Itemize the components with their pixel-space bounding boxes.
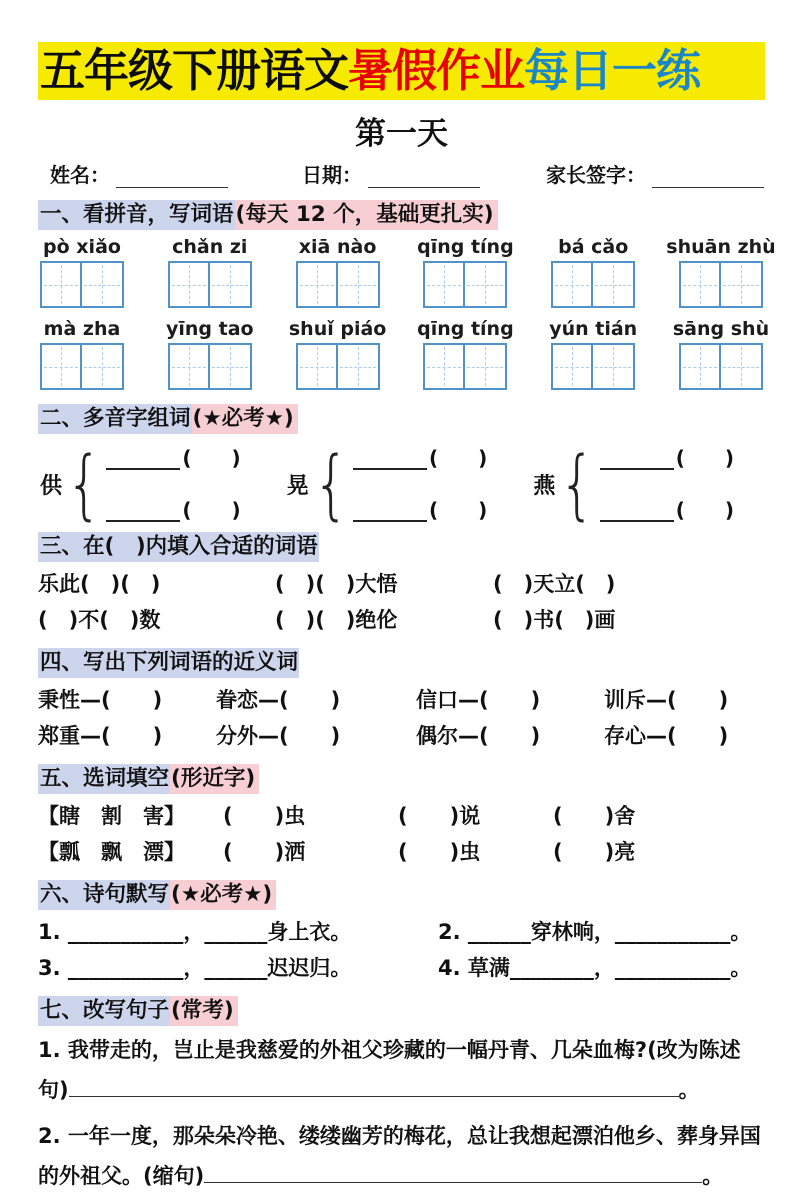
poem-item: 3. ___________，______迟迟归。 bbox=[38, 956, 352, 980]
answer-blank bbox=[353, 498, 427, 522]
answer-blank bbox=[204, 1161, 702, 1183]
writing-grid bbox=[40, 261, 124, 308]
paren-blank: ( ) bbox=[675, 498, 734, 522]
pinyin-label: xiā nào bbox=[298, 236, 377, 258]
synonym-item: 眷恋—( ) bbox=[216, 688, 341, 712]
question-text: 1. 我带走的，岂止是我慈爱的外祖父珍藏的一幅丹青、几朵血梅?(改为陈述句) bbox=[38, 1038, 741, 1102]
section6-note: (★必考★) bbox=[170, 880, 276, 910]
signature-label: 家长签字： bbox=[546, 163, 646, 187]
section6-title: 六、诗句默写 bbox=[38, 880, 170, 910]
writing-grid bbox=[40, 343, 124, 390]
pinyin-label: qīng tíng bbox=[417, 318, 514, 340]
polyphone-char: 燕 bbox=[533, 473, 556, 499]
synonym-item: 训斥—( ) bbox=[604, 688, 729, 712]
writing-grid bbox=[296, 343, 380, 390]
answer-blank bbox=[353, 446, 427, 470]
pinyin-label: shuān zhù bbox=[666, 236, 776, 258]
section7-header bbox=[38, 996, 765, 1026]
writing-grid bbox=[679, 343, 763, 390]
section6-header bbox=[38, 880, 765, 910]
synonym-row bbox=[38, 682, 765, 718]
date-blank bbox=[368, 167, 480, 188]
info-row bbox=[50, 159, 765, 188]
idiom-item: ( )( )大悟 bbox=[275, 572, 398, 596]
pinyin-label: yīng tao bbox=[165, 318, 254, 340]
idiom-row bbox=[38, 602, 765, 638]
synonym-item: 分外—( ) bbox=[216, 724, 341, 748]
answer-blank bbox=[69, 1075, 679, 1097]
answer-blank bbox=[106, 498, 180, 522]
brace-glyph: { bbox=[312, 439, 349, 528]
pinyin-label: yún tián bbox=[549, 318, 638, 340]
poem-item: 1. ___________，______身上衣。 bbox=[38, 920, 352, 944]
word-blank: ( )虫 bbox=[398, 840, 481, 864]
paren-blank: ( ) bbox=[429, 446, 488, 470]
idiom-item: 乐此( )( ) bbox=[38, 572, 161, 596]
rewrite-question-2 bbox=[38, 1116, 765, 1196]
writing-grid bbox=[423, 261, 507, 308]
pinyin-label: shuǐ piáo bbox=[288, 318, 387, 340]
polyphone-group bbox=[533, 439, 734, 528]
idiom-item: ( )书( )画 bbox=[493, 608, 616, 632]
rewrite-question-1 bbox=[38, 1030, 765, 1110]
synonym-item: 存心—( ) bbox=[604, 724, 729, 748]
answer-blank bbox=[600, 498, 674, 522]
section2-note: (★必考★) bbox=[192, 404, 298, 434]
pinyin-grid-row-2 bbox=[38, 318, 770, 390]
polyphone-row bbox=[40, 439, 765, 528]
polyphone-group bbox=[286, 439, 488, 528]
synonym-row bbox=[38, 718, 765, 754]
answer-blank bbox=[600, 446, 674, 470]
synonym-item: 偶尔—( ) bbox=[416, 724, 541, 748]
date-label: 日期： bbox=[302, 163, 362, 187]
section3-header bbox=[38, 532, 765, 562]
brace-glyph: { bbox=[559, 439, 596, 528]
word-blank: ( )亮 bbox=[553, 840, 636, 864]
idiom-item: ( )天立( ) bbox=[493, 572, 616, 596]
answer-blank bbox=[106, 446, 180, 470]
section2-title: 二、多音字组词 bbox=[38, 404, 192, 434]
writing-grid bbox=[551, 261, 635, 308]
writing-grid bbox=[551, 343, 635, 390]
word-options: 【瞎 割 害】 bbox=[38, 804, 185, 828]
synonym-item: 信口—( ) bbox=[416, 688, 541, 712]
section1-title: 一、看拼音，写词语 bbox=[38, 200, 235, 230]
word-blank: ( )虫 bbox=[223, 804, 306, 828]
name-label: 姓名： bbox=[50, 163, 110, 187]
writing-grid bbox=[168, 261, 252, 308]
section7-title: 七、改写句子 bbox=[38, 996, 170, 1026]
poem-row bbox=[38, 950, 765, 986]
writing-grid bbox=[679, 261, 763, 308]
paren-blank: ( ) bbox=[675, 446, 734, 470]
section4-title: 四、写出下列词语的近义词 bbox=[38, 648, 299, 678]
section1-note: (每天 12 个，基础更扎实) bbox=[235, 200, 498, 230]
synonym-item: 郑重—( ) bbox=[38, 724, 163, 748]
pinyin-label: pò xiǎo bbox=[43, 236, 121, 258]
pinyin-label: bá cǎo bbox=[558, 236, 629, 258]
question-period: 。 bbox=[702, 1164, 724, 1188]
writing-grid bbox=[296, 261, 380, 308]
banner-homework-text: 暑假作业 bbox=[348, 44, 525, 97]
word-options: 【瓢 飘 漂】 bbox=[38, 840, 185, 864]
question-text: 2. 一年一度，那朵朵冷艳、缕缕幽芳的梅花，总让我想起漂泊他乡、葬身异国的外祖父。(缩句) bbox=[38, 1124, 761, 1188]
poem-row bbox=[38, 914, 765, 950]
paren-blank: ( ) bbox=[182, 498, 241, 522]
name-blank bbox=[116, 167, 228, 188]
section7-note: (常考) bbox=[170, 996, 238, 1026]
writing-grid bbox=[168, 343, 252, 390]
idiom-row bbox=[38, 566, 765, 602]
paren-blank: ( ) bbox=[429, 498, 488, 522]
day-title: 第一天 bbox=[355, 116, 448, 152]
section5-title: 五、选词填空 bbox=[38, 764, 170, 794]
section4-header bbox=[38, 648, 765, 678]
section5-header bbox=[38, 764, 765, 794]
polyphone-group bbox=[40, 439, 241, 528]
idiom-item: ( )( )绝伦 bbox=[275, 608, 398, 632]
pinyin-label: qīng tíng bbox=[417, 236, 514, 258]
word-choice-row bbox=[38, 798, 765, 834]
polyphone-char: 供 bbox=[40, 473, 63, 499]
title-banner bbox=[38, 42, 765, 100]
pinyin-label: mà zha bbox=[43, 318, 121, 340]
section3-title: 三、在( )内填入合适的词语 bbox=[38, 532, 319, 562]
word-blank: ( )洒 bbox=[223, 840, 306, 864]
section1-header bbox=[38, 200, 765, 230]
writing-grid bbox=[423, 343, 507, 390]
poem-item: 4. 草满________，___________。 bbox=[438, 956, 752, 980]
poem-item: 2. ______穿林响，___________。 bbox=[438, 920, 752, 944]
signature-blank bbox=[652, 167, 764, 188]
pinyin-label: chǎn zi bbox=[172, 236, 248, 258]
banner-grade-text: 五年级下册语文 bbox=[40, 44, 349, 97]
pinyin-label: sāng shù bbox=[672, 318, 770, 340]
brace-glyph: { bbox=[66, 439, 103, 528]
word-blank: ( )舍 bbox=[553, 804, 636, 828]
banner-daily-text: 每日一练 bbox=[524, 44, 701, 97]
word-choice-row bbox=[38, 834, 765, 870]
idiom-item: ( )不( )数 bbox=[38, 608, 161, 632]
paren-blank: ( ) bbox=[182, 446, 241, 470]
pinyin-grid-row-1 bbox=[38, 236, 776, 308]
polyphone-char: 晃 bbox=[286, 473, 309, 499]
synonym-item: 秉性—( ) bbox=[38, 688, 163, 712]
question-period: 。 bbox=[678, 1078, 700, 1102]
word-blank: ( )说 bbox=[398, 804, 481, 828]
section2-header bbox=[38, 404, 765, 434]
section5-note: (形近字) bbox=[170, 764, 259, 794]
